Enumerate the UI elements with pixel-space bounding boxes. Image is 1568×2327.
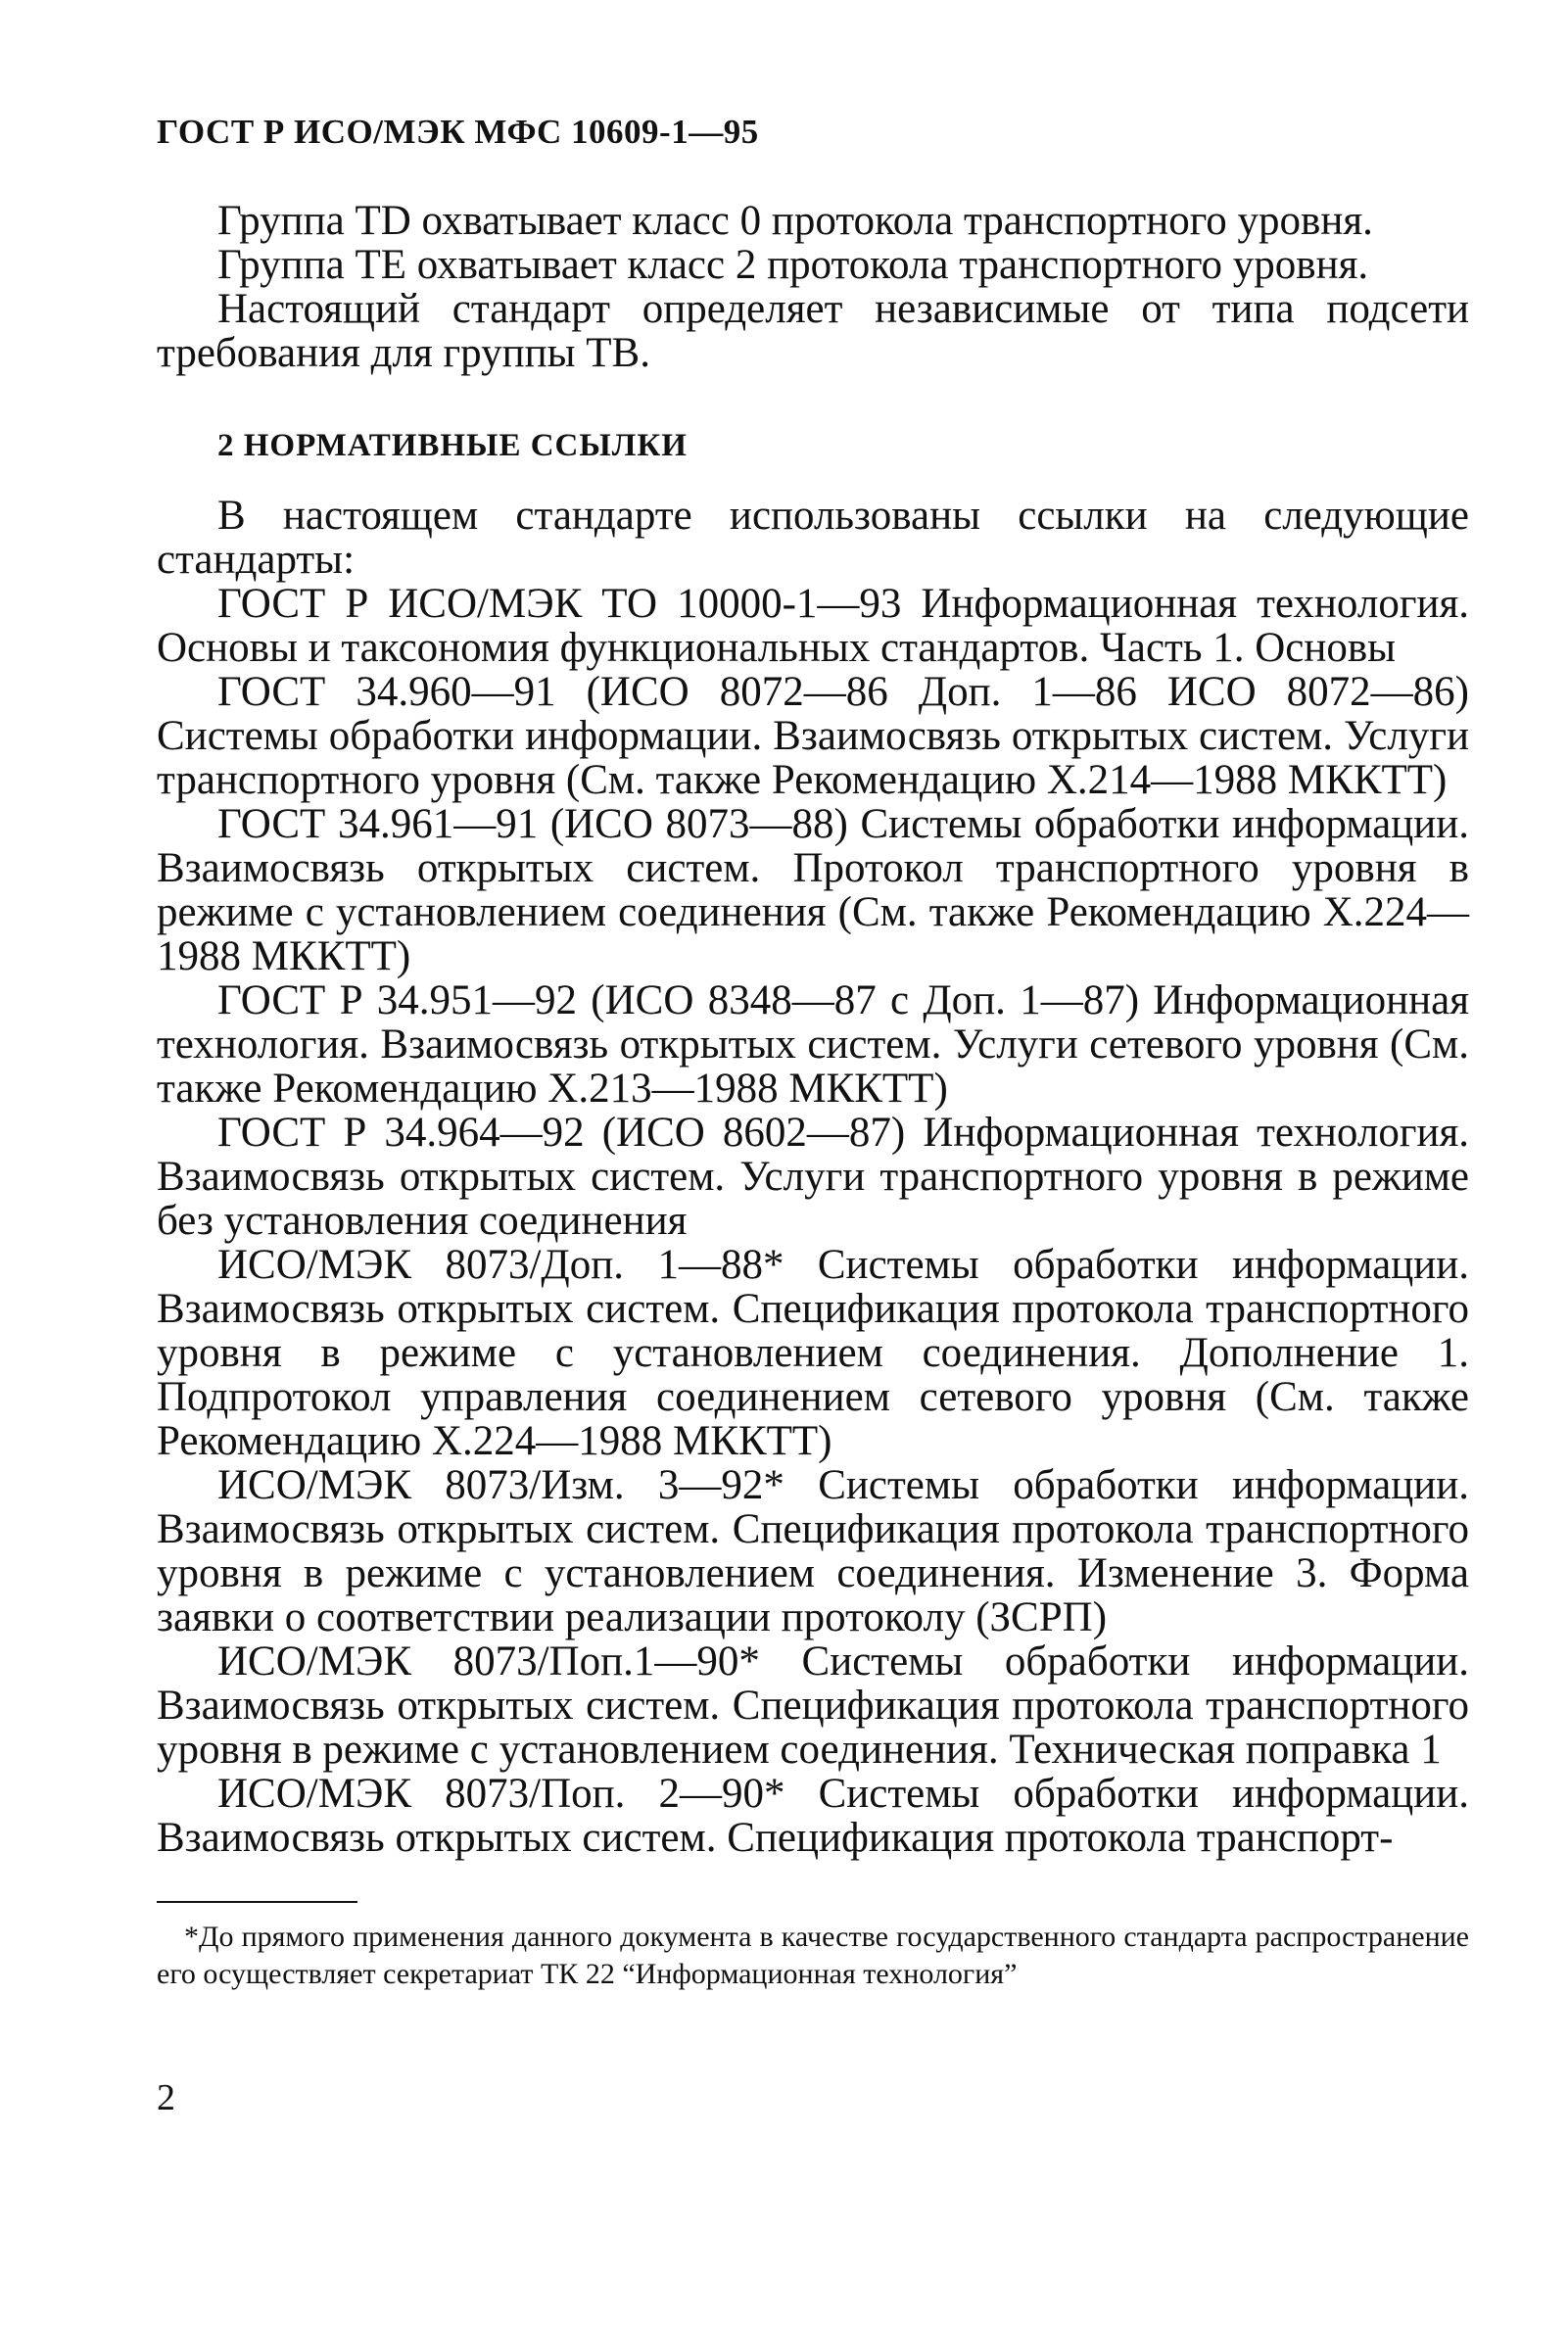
references-list (157, 582, 1469, 1860)
intro-paragraph-tb: Настоящий стандарт определяет независимые от типа подсети требования для группы ТВ. (157, 286, 1469, 376)
reference-item: ГОСТ 34.960—91 (ИСО 8072—86 Доп. 1—86 ИСО 8072—86) Системы обработки информации. Взаимосвязь открытых систем. Услуги транспортного уровня (См. также Рекомендацию Х.214—1988 МККТТ) (157, 669, 1469, 803)
reference-item: ГОСТ Р 34.964—92 (ИСО 8602—87) Информационная технология. Взаимосвязь открытых систем. Услуги транспортного уровня в режиме без установления соединения (157, 1110, 1469, 1244)
footnote: *До прямого применения данного документа в качестве государственного стандарта распространение его осуществляет секретариат ТК 22 “Информационная технология” (157, 1921, 1469, 1990)
section-title: 2 НОРМАТИВНЫЕ ССЫЛКИ (217, 428, 688, 463)
reference-item: ГОСТ 34.961—91 (ИСО 8073—88) Системы обработки информации. Взаимосвязь открытых систем. Протокол транспортного уровня в режиме с установлением соединения (См. также Рекомендацию Х.224—1988 МККТТ) (157, 801, 1469, 979)
document-header: ГОСТ Р ИСО/МЭК МФС 10609-1—95 (157, 113, 759, 151)
document-page (157, 113, 1469, 1993)
reference-item: ИСО/МЭК 8073/Доп. 1—88* Системы обработки информации. Взаимосвязь открытых систем. Спецификация протокола транспортного уровня в режиме с установлением соединения. Дополнение 1. Подпротокол управления соединением сетевого уровня (См. также Рекомендацию Х.224—1988 МККТТ) (157, 1242, 1469, 1464)
reference-item: ИСО/МЭК 8073/Поп.1—90* Системы обработки информации. Взаимосвязь открытых систем. Спецификация протокола транспортного уровня в режиме с установлением соединения. Техническая поправка 1 (157, 1638, 1469, 1773)
footnote-divider (157, 1901, 357, 1903)
section-lead: В настоящем стандарте использованы ссылки на следующие стандарты: (157, 493, 1469, 583)
reference-item: ИСО/МЭК 8073/Изм. 3—92* Системы обработки информации. Взаимосвязь открытых систем. Спецификация протокола транспортного уровня в режиме с установлением соединения. Изменение 3. Форма заявки о соответствии реализации протоколу (ЗСРП) (157, 1462, 1469, 1640)
reference-item: ИСО/МЭК 8073/Поп. 2—90* Системы обработки информации. Взаимосвязь открытых систем. Спецификация протокола транспорт- (157, 1771, 1469, 1861)
page-number: 2 (157, 2077, 175, 2118)
reference-item: ГОСТ Р 34.951—92 (ИСО 8348—87 с Доп. 1—87) Информационная технология. Взаимосвязь открытых систем. Услуги сетевого уровня (См. также Рекомендацию Х.213—1988 МККТТ) (157, 977, 1469, 1112)
intro-paragraph-te: Группа ТЕ охватывает класс 2 протокола транспортного уровня. (217, 242, 1369, 288)
reference-item: ГОСТ Р ИСО/МЭК ТО 10000-1—93 Информационная технология. Основы и таксономия функциональных стандартов. Часть 1. Основы (157, 581, 1469, 671)
intro-paragraph-td: Группа TD охватывает класс 0 протокола транспортного уровня. (217, 198, 1373, 244)
